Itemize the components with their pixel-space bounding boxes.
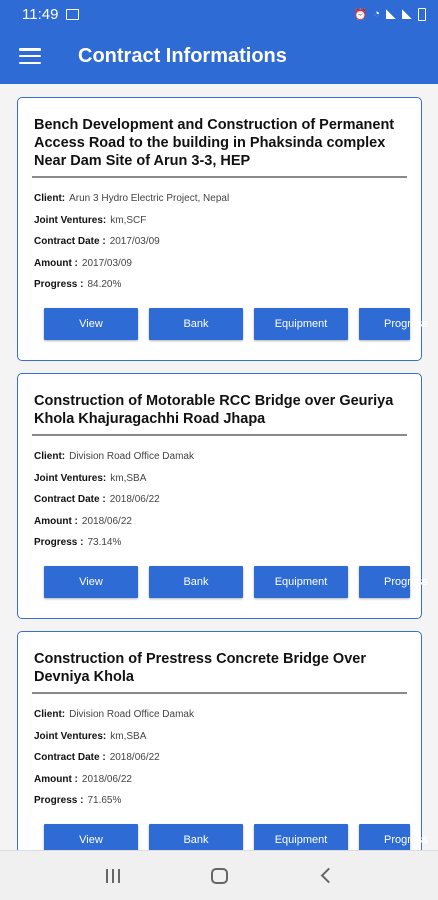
image-notification-icon [66, 9, 79, 20]
joint-ventures-row [34, 726, 421, 748]
page-title: Contract Informations [78, 44, 287, 67]
bank-button[interactable]: Bank [149, 566, 243, 598]
contract-date-row [34, 747, 421, 769]
home-button[interactable] [199, 856, 239, 896]
contract-title: Construction of Prestress Concrete Bridge Over Devniya Khola [34, 651, 366, 685]
contract-date-label: Contract Date : [34, 236, 106, 248]
progress-value: 84.20% [87, 279, 122, 291]
equipment-button[interactable]: Equipment [254, 824, 348, 856]
contract-list[interactable] [0, 84, 438, 850]
client-value: Arun 3 Hydro Electric Project, Nepal [69, 193, 230, 205]
view-button[interactable]: View [44, 308, 138, 340]
system-nav-bar [0, 850, 438, 900]
signal-icon [386, 9, 396, 19]
contract-date-value: 2017/03/09 [109, 236, 160, 248]
joint-ventures-label: Joint Ventures: [34, 730, 107, 742]
recents-button[interactable] [93, 856, 133, 896]
back-button[interactable] [305, 856, 345, 896]
progress-label: Progress : [34, 795, 84, 807]
contract-date-label: Contract Date : [34, 752, 106, 764]
contract-date-row [34, 231, 421, 253]
battery-icon [418, 8, 426, 21]
progress-button[interactable]: Progress [359, 308, 410, 340]
amount-label: Amount : [34, 515, 78, 527]
contract-date-row [34, 489, 421, 511]
amount-label: Amount : [34, 257, 78, 269]
divider [32, 692, 407, 694]
contract-date-value: 2018/06/22 [109, 494, 160, 506]
equipment-button[interactable]: Equipment [254, 566, 348, 598]
alarm-icon: ⏰ [353, 8, 368, 21]
client-value: Division Road Office Damak [69, 709, 194, 721]
signal-2-icon [402, 9, 412, 19]
status-bar [0, 0, 438, 28]
client-row [34, 446, 421, 468]
contract-title: Bench Development and Construction of Permanent Access Road to the building in Phaksinda complex Near Dam Site of Arun 3-3, HEP [34, 117, 395, 169]
joint-ventures-row [34, 468, 421, 490]
amount-value: 2017/03/09 [81, 257, 132, 269]
progress-button[interactable]: Progress [359, 566, 410, 598]
progress-label: Progress : [34, 537, 84, 549]
client-label: Client: [34, 709, 66, 721]
joint-ventures-label: Joint Ventures: [34, 472, 107, 484]
amount-row [34, 511, 421, 533]
joint-ventures-value: km,SBA [110, 730, 147, 742]
recents-icon [106, 869, 120, 883]
status-time: 11:49 [22, 5, 59, 23]
joint-ventures-row [34, 210, 421, 232]
progress-row [34, 790, 421, 812]
contract-card [17, 97, 429, 361]
action-buttons [44, 308, 429, 340]
contract-title: Construction of Motorable RCC Bridge over Geuriya Khola Khajuragachhi Road Jhapa [34, 393, 394, 427]
wifi-icon: ◔ [373, 8, 380, 20]
amount-value: 2018/06/22 [81, 773, 132, 785]
client-label: Client: [34, 451, 66, 463]
amount-row [34, 253, 421, 275]
contract-date-value: 2018/06/22 [109, 752, 160, 764]
view-button[interactable]: View [44, 824, 138, 856]
action-buttons [44, 566, 429, 598]
status-icons [354, 8, 426, 21]
progress-row [34, 532, 421, 554]
progress-value: 73.14% [87, 537, 122, 549]
amount-row [34, 769, 421, 791]
view-button[interactable]: View [44, 566, 138, 598]
amount-value: 2018/06/22 [81, 515, 132, 527]
client-row [34, 188, 421, 210]
joint-ventures-value: km,SCF [110, 214, 147, 226]
hamburger-menu-icon[interactable] [19, 48, 41, 64]
bank-button[interactable]: Bank [149, 308, 243, 340]
home-icon [211, 868, 228, 884]
bank-button[interactable]: Bank [149, 824, 243, 856]
client-value: Division Road Office Damak [69, 451, 194, 463]
progress-button[interactable]: Progress [359, 824, 410, 856]
joint-ventures-value: km,SBA [110, 472, 147, 484]
contract-card [17, 631, 429, 871]
amount-label: Amount : [34, 773, 78, 785]
divider [32, 176, 407, 178]
app-bar [0, 28, 438, 84]
contract-date-label: Contract Date : [34, 494, 106, 506]
contract-card [17, 373, 429, 619]
equipment-button[interactable]: Equipment [254, 308, 348, 340]
client-label: Client: [34, 193, 66, 205]
progress-row [34, 274, 421, 296]
progress-value: 71.65% [87, 795, 122, 807]
back-icon [320, 868, 336, 884]
joint-ventures-label: Joint Ventures: [34, 214, 107, 226]
client-row [34, 704, 421, 726]
divider [32, 434, 407, 436]
progress-label: Progress : [34, 279, 84, 291]
